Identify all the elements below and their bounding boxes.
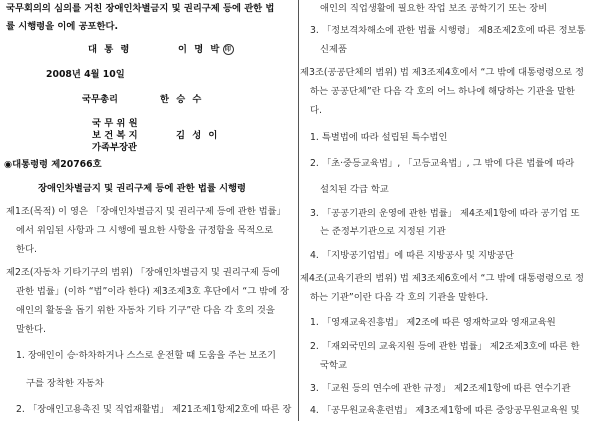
article-line: 3. 「공공기관의 운영에 관한 법률」 제4조제1항에 따라 공기업 또 xyxy=(310,208,580,219)
article-line: 국학교 xyxy=(320,360,347,371)
article-line: 말한다. xyxy=(16,324,46,335)
intro-line-1: 국무회의의 심의를 거친 장애인차별금지 및 권리구제 등에 관한 법 xyxy=(6,3,275,14)
column-divider xyxy=(298,0,299,421)
article-line: 제2조(자동차 기타기구의 범위) 「장애인차별금지 및 권리구제 등에 xyxy=(6,267,280,278)
article-line: 1. 특별법에 따라 설립된 특수법인 xyxy=(310,132,448,143)
article-line: 1. 장애인이 승·하차하거나 스스로 운전할 때 도움을 주는 보조기 xyxy=(16,350,276,361)
decree-number: ◉대통령령 제20766호 xyxy=(4,159,102,170)
article-line: 제1조(목적) 이 영은 「장애인차별금지 및 권리구제 등에 관한 법률」 xyxy=(6,206,286,217)
president-title: 대 통 령 xyxy=(88,44,132,55)
article-line: 신제품 xyxy=(320,44,347,55)
article-line: 한다. xyxy=(16,244,37,255)
decree-title: 장애인차별금지 및 권리구제 등에 관한 법률 시행령 xyxy=(38,183,247,194)
promulgation-date: 2008년 4월 10일 xyxy=(46,69,125,80)
article-line: 3. 「교원 등의 연수에 관한 규정」 제2조제1항에 따른 연수기관 xyxy=(310,383,571,394)
article-line: 에서 위임된 사항과 그 시행에 필요한 사항을 규정함을 목적으로 xyxy=(16,225,274,236)
article-line: 3. 「정보격차해소에 관한 법률 시행령」 제8조제2호에 따른 정보통 xyxy=(310,25,586,36)
article-line: 4. 「지방공기업법」에 따른 지방공사 및 지방공단 xyxy=(310,250,514,261)
article-line: 하는 기관”이란 다음 각 호의 기관을 말한다. xyxy=(310,292,489,303)
article-line: 제3조(공공단체의 범위) 법 제3조제4호에서 “그 밖에 대통령령으로 정 xyxy=(300,67,585,78)
article-line: 1. 「영재교육진흥법」 제2조에 따른 영재학교와 영재교육원 xyxy=(310,317,556,328)
article-line: 4. 「공무원교육훈련법」 제3조제1항에 따른 중앙공무원교육원 및 xyxy=(310,405,580,416)
minister-title-2: 보 건 복 지 xyxy=(92,130,138,141)
president-name: 이 명 박 xyxy=(178,44,222,55)
minister-title-1: 국 무 위 원 xyxy=(92,118,138,129)
pm-name: 한 승 수 xyxy=(160,94,204,105)
article-line: 다. xyxy=(310,105,322,116)
article-line: 2. 「장애인고용촉진 및 직업재활법」 제21조제1항제2호에 따른 장 xyxy=(16,404,292,415)
minister-title-3: 가족부장관 xyxy=(92,142,137,153)
article-line: 하는 공공단체”란 다음 각 호의 어느 하나에 해당하는 기관을 말한 xyxy=(310,86,575,97)
article-line: 2. 「재외국민의 교육지원 등에 관한 법률」 제2조제3호에 따른 한 xyxy=(310,341,580,352)
article-line: 구를 장착한 자동차 xyxy=(26,378,104,389)
intro-line-2: 률 시행령을 이에 공포한다. xyxy=(6,21,119,32)
minister-name: 김 성 이 xyxy=(176,130,220,141)
article-line: 애인의 직업생활에 필요한 작업 보조 공학기기 또는 장비 xyxy=(320,3,548,14)
pm-title: 국무총리 xyxy=(82,94,118,105)
president-signature xyxy=(178,44,234,56)
article-line: 관한 법률」(이하 “법”이라 한다) 제3조제3호 후단에서 “그 밖에 장 xyxy=(16,286,290,297)
article-line: 제4조(교육기관의 범위) 법 제3조제6호에서 “그 밖에 대통령령으로 정 xyxy=(300,273,585,284)
article-line: 2. 「초·중등교육법」, 「고등교육법」, 그 밖에 다른 법률에 따라 xyxy=(310,158,575,169)
article-line: 는 준정부기관으로 지정된 기관 xyxy=(320,226,446,237)
article-line: 설치된 각급 학교 xyxy=(320,184,389,195)
seal-stamp-icon: 印 xyxy=(224,46,233,53)
article-line: 애인의 활동을 돕기 위한 자동차 기타 기구”란 다음 각 호의 것을 xyxy=(16,305,275,316)
